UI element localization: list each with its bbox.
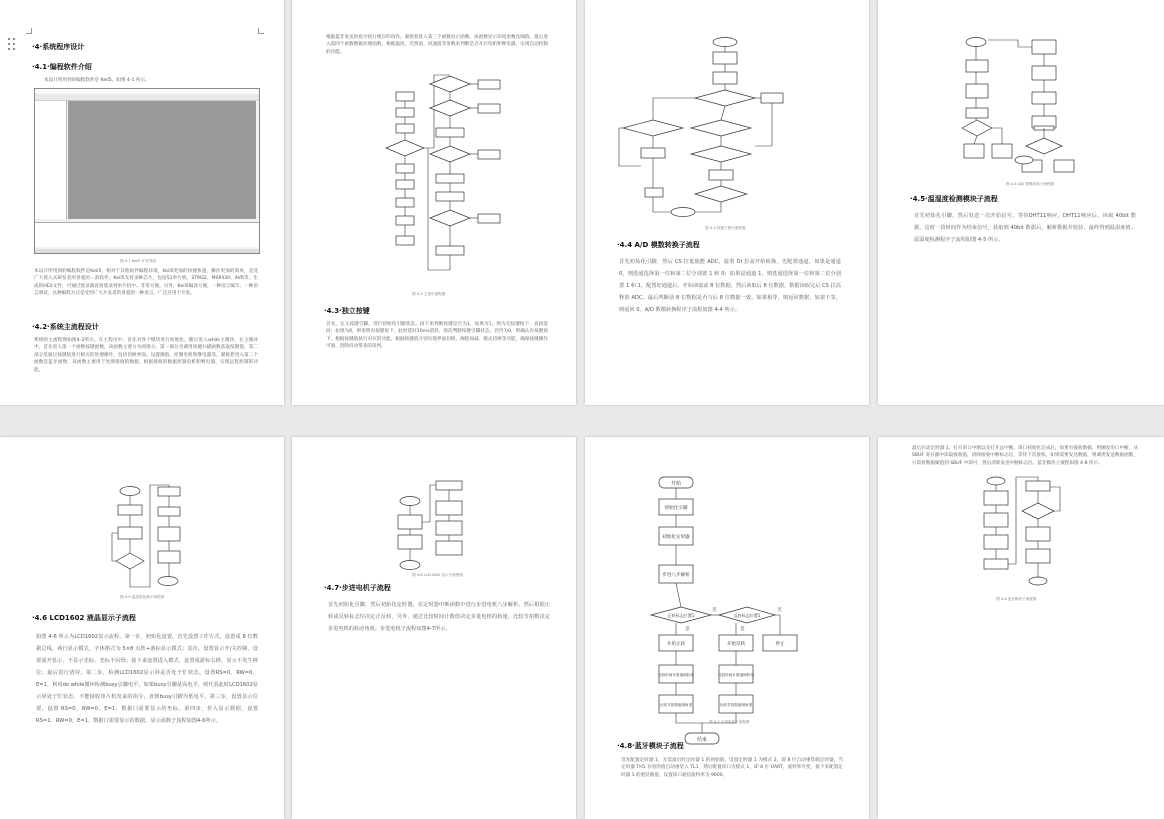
figure-caption: 图 4-7 步进电机子流程图 xyxy=(709,720,750,724)
fc-node xyxy=(396,108,414,117)
crop-mark xyxy=(26,28,32,34)
fc-speed-1: 比较时间计数值调转速 xyxy=(658,673,694,677)
bluetooth-flowchart xyxy=(982,477,1062,587)
fc-node xyxy=(396,164,414,173)
figure-caption: 图 4-8 蓝牙模块子流程图 xyxy=(996,597,1037,601)
body-text: 首先，定义按键引脚，进行初始化引脚状态。接下来判断按键是否为1，如果为1，则为无按键按下，直接返回；如果为0，则说明有按键按下，此时延时10ms消抖，再次判断按键引脚状态，若仍为0，则确认有按键按下，根据按键值执行对应的功能。根据按键值分别实现界面切换、阈值加减、模式切换等功能，确保按键操作可靠，消除抖动带来的误判。 xyxy=(326,322,548,350)
ide-editor-area xyxy=(68,101,256,219)
fc-node xyxy=(396,198,414,207)
heading-4-5: ·4.5·温湿度检测模块子流程 xyxy=(910,195,998,203)
ide-project-panel xyxy=(35,101,67,219)
fc-step-parse: 步进八步解析 xyxy=(662,573,690,578)
fc-init-timer: 初始化定时器 xyxy=(662,535,690,540)
page-8 xyxy=(878,437,1164,819)
figure-caption: 图 4-6 LCD1602 显示子流程图 xyxy=(412,573,463,577)
fc-node xyxy=(436,174,464,183)
main-flowchart xyxy=(382,70,512,290)
page-2 xyxy=(292,0,576,405)
drag-handle-icon[interactable] xyxy=(8,38,18,50)
fc-node xyxy=(396,124,414,133)
heading-4-8: ·4.8·蓝牙模块子流程 xyxy=(617,742,684,750)
fc-decision xyxy=(430,100,470,116)
body-text: 首先初始化引脚，然后发送一次开始信号，等待DHT11响应，DHT11响应后，读取 40bit 数据，这时一段时间作为结束信号，获取到 40bit 数据后，解析数据并校验，最终得到温湿度值。温湿度检测程序子流程如图 4-5 所示。 xyxy=(914,213,1136,243)
page-1 xyxy=(0,0,284,405)
fc-start-reverse: 开始反转 xyxy=(726,642,746,647)
body-text: 最后启动定时器 1，打开串口中断以及打开总中断。串口初始化完成后，如果有接收数据，则触发串口中断，从 SBUF 寄存器中读取接收值，清除接收中断标志位，等待下次接收。如果需要发送数据，则调用发送数据函数，只需将数据赋值到 SBUF 中即可，然后清除发送中断标志位。蓝牙模块子流程如图 4-8 所示。 xyxy=(912,446,1138,466)
heading-4-6: ·4.6 LCD1602 液晶显示子流程 xyxy=(32,614,136,622)
crop-mark xyxy=(258,28,264,34)
fc-node xyxy=(396,236,414,245)
ide-output-panel xyxy=(35,222,259,247)
key-flowchart xyxy=(615,36,795,216)
figure-caption: 图 4-1 Keil5 开发界面 xyxy=(120,259,156,263)
heading-4: ·4·系统程序设计 xyxy=(32,43,85,51)
figure-caption: 图 4-3 按键子程序流程图 xyxy=(705,226,746,230)
adc-flowchart xyxy=(958,36,1088,176)
body-text: 本设计所用到的编程软件是Keil5，相对于其他软件编程环境，Keil5更加的快捷快速，操作更加的简单，是受广大嵌入式研发者所喜爱的一款软件。Keil5支持多种芯片，包括51单片机、STM32、MSP430、AVR等。生成的HEX文件，可通过烧录器直接烧录到单片机中。非常方便。另外，Keil5编译方便，一种语言编写，一种语言调试，这种编程方式是受到广大开发者的喜爱的一种语言，广泛应用于开发。 xyxy=(34,269,258,297)
fc-node xyxy=(436,128,464,137)
fc-init-pin: 初始化引脚 xyxy=(664,506,688,511)
fc-end-label: 结束 xyxy=(696,737,708,743)
page-3 xyxy=(585,0,869,405)
fc-node xyxy=(396,180,414,189)
body-text: 首先初始化引脚，然后 CS 拉低使能 ADC，接着 DI 拉高开始转换，先配置通道，如果是通道 0，则选通选择第一位和第二位分别置 1 和 0；如果是通道 1，则选通选择第一位和第二位分别置 1 和 1，配置好通道后，开始读取前 8 位数据，然后读取后 8 位数据，数据读取完后 CS 拉高释放 ADC，最后判断前 8 位数据是否与后 8 位数据一致，如果相等，则返回数据，如果不等，则返回 0。A/D 数模转换程序子流程如图 4-4 所示。 xyxy=(619,259,841,313)
fc-node xyxy=(478,214,500,223)
intro-text: 本设计所用到的编程软件是 Keil5。如图 4-1 所示。 xyxy=(44,78,150,83)
heading-4-7: ·4.7·步进电机子流程 xyxy=(324,584,391,592)
fc-no-label: 否 xyxy=(777,608,782,613)
fc-yes-label: 是 xyxy=(740,627,745,632)
figure-caption: 图 4-4 A/D 数模转换子流程图 xyxy=(1006,182,1055,186)
fc-speed-2: 比较时间计数值调转速 xyxy=(718,673,754,677)
page-7 xyxy=(585,437,869,819)
fc-decision xyxy=(430,146,470,162)
page-4 xyxy=(878,0,1164,405)
fc-start-forward: 开始正转 xyxy=(666,642,686,647)
ide-toolbar xyxy=(35,94,259,101)
page-6 xyxy=(292,437,576,819)
fc-yes-label: 是 xyxy=(685,627,690,632)
fc-decision xyxy=(386,140,424,156)
fc-node xyxy=(436,192,464,201)
fc-node xyxy=(396,216,414,225)
page-5 xyxy=(0,437,284,819)
fc-angle-1: 比较节拍数值调角度 xyxy=(659,703,693,707)
fc-angle-2: 比较节拍数值调角度 xyxy=(719,703,753,707)
body-text: 首先配置定时器 1，无需溢出时定时器 1 的初始值，设置定时器 1 为模式 2，即 8 位自动重装载定时器，当定时器 TH1 存放的值自动重装入 TL1，然后配置串口为模式 1，即 8 位 UART，波特率可变，接下来配置定时器 1 的重装载值，设置串口通信波特率为 9600。 xyxy=(621,758,843,778)
fc-decision xyxy=(430,76,470,92)
body-text: 根据蓝牙发送的指令执行相应的动作。紧接着进入第三个函数显示函数，该函数显示环境参数及阈值。最后进入第四个函数数据处理函数，根据温度、光照值、风速值等参数来判断是否开启电机和继电器，实现自动控制的功能。 xyxy=(326,35,548,55)
body-text-2: 系统的主流程图如图4-2所示。在主程序中，首先对各个模块进行初始化，随后进入while主循环。在主循环中，首先进入第一个函数按键函数，该函数主要分为两部分，第一部分为调用按键扫描函数获取按键值，第二部分是通过按键值进行相应的处理操作，包括切换界面、设置阈值、控制电机和继电器等。紧接着进入第二个函数是蓝牙函数，该函数主要用于处理接收的数据，根据接收的数据控制电机和继电器，实现远程控制的功能。 xyxy=(34,338,258,373)
heading-4-1: ·4.1·编程软件介绍 xyxy=(32,63,92,71)
fc-node xyxy=(396,92,414,101)
figure-caption: 图 4-2 主程序流程图 xyxy=(412,292,446,296)
heading-4-2: ·4.2·系统主流程设计 xyxy=(32,323,99,331)
body-text: 首先初始化引脚，然后初始化定时器，在定时器中断函数中进行步进电机八步解析，然后根据正转或反转标志位决定正反转，另外，通过比较时间计数值决定步进电机的转速，比较节拍数决定步进电机的转动角度。步进电机子流程如图4-7所示。 xyxy=(328,602,550,632)
fc-node xyxy=(436,246,464,255)
fc-start-label: 开始 xyxy=(670,481,682,487)
figure-caption: 图 4-5 温湿度检测子流程图 xyxy=(120,595,165,599)
heading-4-4: ·4.4 A/D 模数转换子流程 xyxy=(617,241,700,249)
fc-decision xyxy=(430,210,470,226)
body-text: 如图 4-6 所示为LCD1602显示流程，第一步，初始化设置，首先设置工作方式，设置成 8 位数据总线，两行显示模式，字体格式为 5×8 点阵+游标显示模式；其次，设置显示开/关控制，设置成开显示、不显示光标、光标不闪烁；接下来设置进入模式，设置成游标右移，显示不发生移位；最后进行清屏。第二步，检测LCD1602显示屏是否处于忙状态，设置RS=0，RW=0，E=1，利用do while循环检测busy引脚电平，如果busy引脚是高电平，则代表此时LCD1602显示屏处于忙状态，不能接收单片机发来的指令，直到busy引脚为低电平。第三步，设置显示位置，设置 RS=0，RW=0，E=1，数据口需要显示的坐标。第四步，传入显示数据，设置 RS=1，RW=0，E=1，数据口需要显示的数据。显示函数子流程如图4-6所示。 xyxy=(36,634,258,724)
dht11-flowchart xyxy=(110,483,190,593)
fc-no-label: 否 xyxy=(712,608,717,613)
lcd-flowchart xyxy=(392,481,482,571)
fc-stop: 停止 xyxy=(775,642,785,647)
fc-reverse-flag: 反转标志位置1 xyxy=(733,613,761,618)
fc-forward-flag: 正转标志位置1 xyxy=(667,613,695,618)
keil5-screenshot-figure xyxy=(34,88,260,254)
fc-node xyxy=(478,150,500,159)
fc-node xyxy=(478,104,500,113)
ide-status-bar xyxy=(35,249,259,253)
fc-node xyxy=(478,80,500,89)
heading-4-3: ·4.3·独立按键 xyxy=(324,307,370,315)
